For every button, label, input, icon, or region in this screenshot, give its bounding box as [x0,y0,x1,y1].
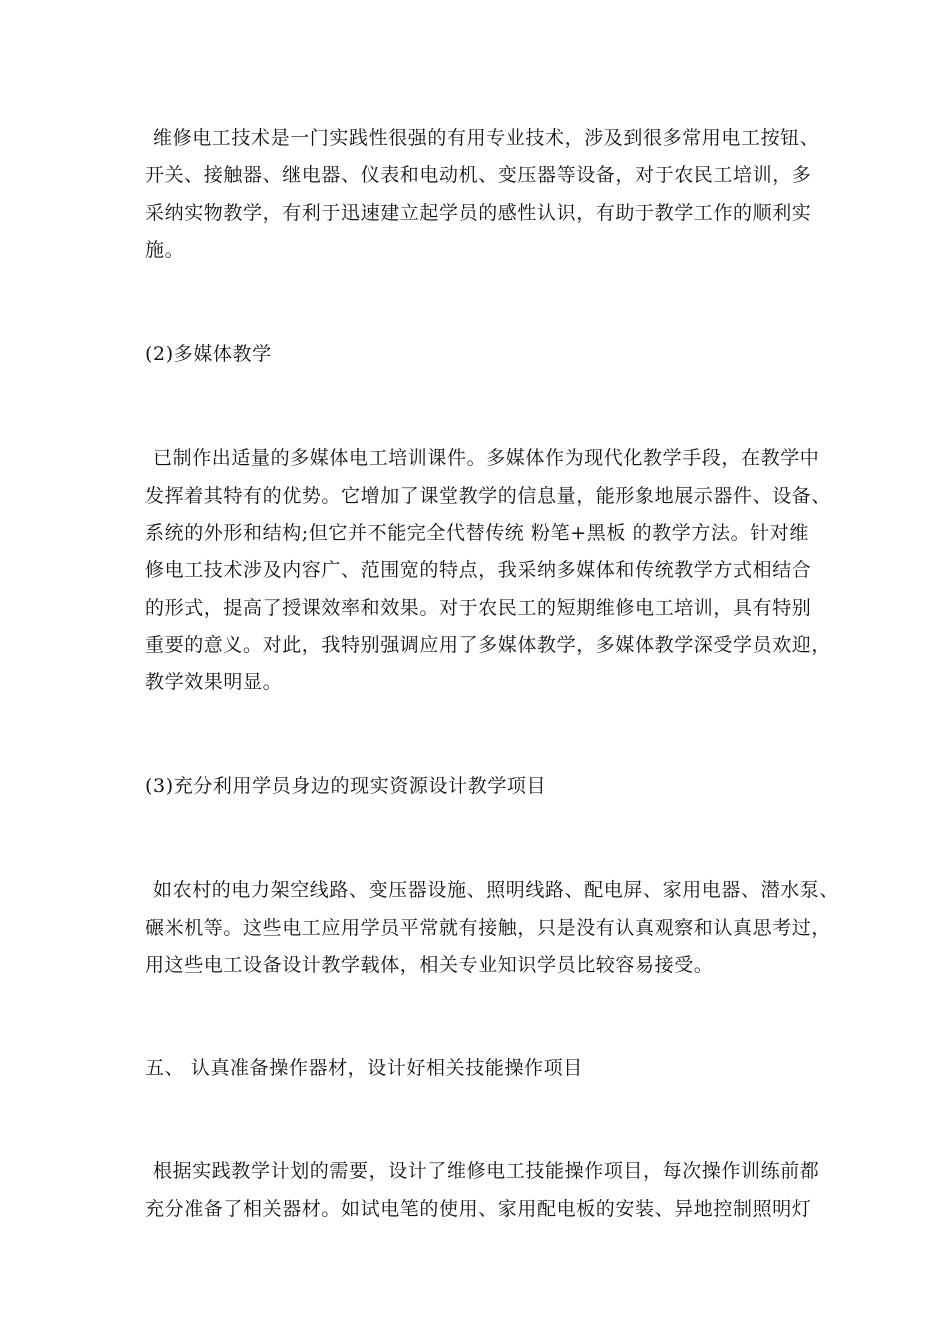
chapter-heading: 五、 认真准备操作器材，设计好相关技能操作项目 [145,1057,583,1079]
paragraph-line: 开关、接触器、继电器、仪表和电动机、变压器等设备，对于农民工培训，多 [145,164,812,186]
paragraph-line: 系统的外形和结构;但它并不能完全代替传统 粉笔+黑板 的教学方法。针对维 [145,522,810,544]
paragraph-line: 施。 [145,239,185,261]
paragraph-line: 维修电工技术是一门实践性很强的有用专业技术，涉及到很多常用电工按钮、 [153,127,820,149]
paragraph-line: 已制作出适量的多媒体电工培训课件。多媒体作为现代化教学手段，在教学中 [153,447,820,469]
paragraph-line: 发挥着其特有的优势。它增加了课堂教学的信息量，能形象地展示器件、设备、 [145,485,832,507]
paragraph-line: 如农村的电力架空线路、变压器设施、照明线路、配电屏、家用电器、潜水泵、 [153,879,840,901]
section-heading: (3)充分利用学员身边的现实资源设计教学项目 [145,775,547,797]
paragraph-line: 根据实践教学计划的需要，设计了维修电工技能操作项目，每次操作训练前都 [153,1160,820,1182]
paragraph-line: 采纳实物教学，有利于迅速建立起学员的感性认识，有助于教学工作的顺利实 [145,202,812,224]
paragraph-line: 碾米机等。这些电工应用学员平常就有接触，只是没有认真观察和认真思考过， [145,917,832,939]
paragraph-line: 教学效果明显。 [145,671,283,693]
section-heading: (2)多媒体教学 [145,343,272,365]
paragraph-line: 修电工技术涉及内容广、范围宽的特点，我采纳多媒体和传统教学方式相结合 [145,559,812,581]
paragraph-line: 充分准备了相关器材。如试电笔的使用、家用配电板的安装、异地控制照明灯 [145,1198,812,1220]
paragraph-line: 用这些电工设备设计教学载体，相关专业知识学员比较容易接受。 [145,954,714,976]
paragraph-line: 的形式，提高了授课效率和效果。对于农民工的短期维修电工培训，具有特别 [145,597,812,619]
paragraph-line: 重要的意义。对此，我特别强调应用了多媒体教学，多媒体教学深受学员欢迎， [145,634,832,656]
